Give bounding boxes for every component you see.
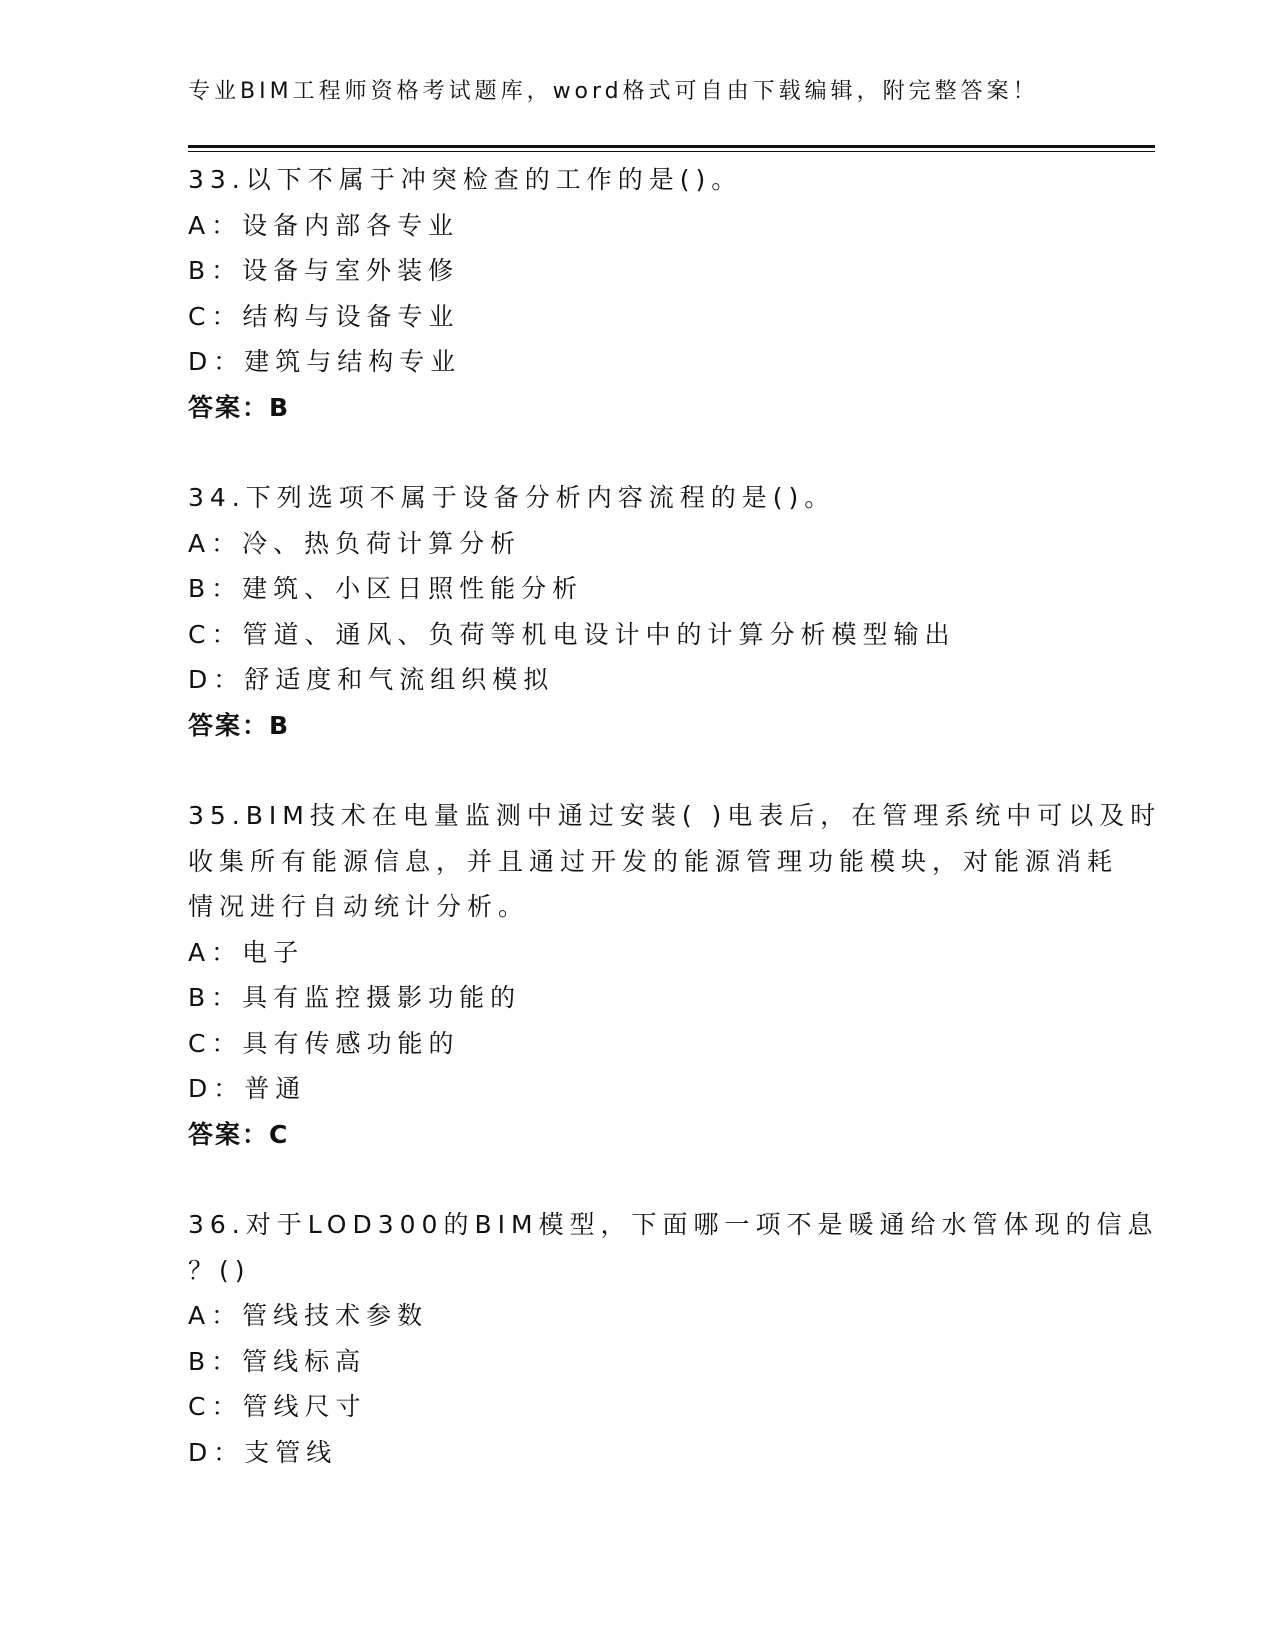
- question-text-line-2: ？(): [188, 1255, 251, 1285]
- answer-text: 答案：B: [188, 392, 291, 422]
- question-text-line-3: 情况进行自动统计分析。: [188, 892, 530, 921]
- question-text-line-2: 收集所有能源信息，并且通过开发的能源管理功能模块，对能源消耗: [188, 846, 1119, 876]
- option-b: B：管线标高: [188, 1346, 367, 1376]
- question-33: [188, 157, 1088, 430]
- option-b: B：建筑、小区日照性能分析: [188, 574, 584, 603]
- option-b: B：设备与室外装修: [188, 256, 460, 285]
- option-c: C：结构与设备专业: [188, 301, 460, 331]
- option-a: A：电子: [188, 937, 305, 967]
- option-a: A：管线技术参数: [188, 1301, 429, 1330]
- header-divider-thin: [188, 151, 1155, 152]
- option-c: C：具有传感功能的: [188, 1028, 460, 1058]
- question-text: 34.下列选项不属于设备分析内容流程的是()。: [188, 483, 836, 512]
- answer-text: 答案：B: [188, 710, 291, 740]
- page-header: 专业BIM工程师资格考试题库，word格式可自由下载编辑，附完整答案！: [188, 79, 1039, 104]
- option-d: D：建筑与结构专业: [188, 347, 462, 376]
- question-text-line-1: 36.对于LOD300的BIM模型，下面哪一项不是暖通给水管体现的信息: [188, 1210, 1159, 1239]
- option-a: A：设备内部各专业: [188, 210, 460, 240]
- option-c: C：管线尺寸: [188, 1392, 367, 1421]
- option-c: C：管道、通风、负荷等机电设计中的计算分析模型输出: [188, 619, 956, 649]
- question-35: [188, 793, 1162, 1157]
- option-d: D：支管线: [188, 1437, 338, 1467]
- option-d: D：舒适度和气流组织模拟: [188, 665, 555, 694]
- header-divider-thick: [188, 145, 1155, 148]
- answer-text: 答案：C: [188, 1119, 290, 1149]
- option-b: B：具有监控摄影功能的: [188, 983, 522, 1012]
- question-text: 33.以下不属于冲突检查的工作的是()。: [188, 165, 743, 194]
- option-d: D：普通: [188, 1074, 307, 1103]
- question-list: [188, 157, 1162, 1520]
- question-36: [188, 1202, 1159, 1475]
- question-34: [188, 475, 1088, 748]
- question-text-line-1: 35.BIM技术在电量监测中通过安装( )电表后，在管理系统中可以及时: [188, 801, 1162, 830]
- option-a: A：冷、热负荷计算分析: [188, 528, 522, 558]
